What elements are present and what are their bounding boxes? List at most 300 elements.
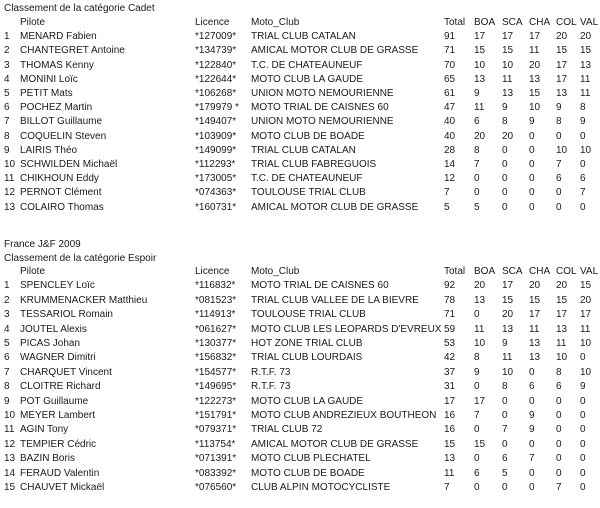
table-row <box>0 482 600 496</box>
cha-points: 6 <box>529 381 535 393</box>
rank: 10 <box>4 410 16 421</box>
licence: *112293* <box>195 159 236 170</box>
moto-club: MOTO TRIAL DE CAISNES 60 <box>251 280 389 292</box>
licence: *076560* <box>195 482 237 493</box>
column-header-moto-club: Moto_Club <box>251 17 300 28</box>
boa-points: 13 <box>474 73 486 85</box>
pilot-name: BILLOT Guillaume <box>20 116 103 128</box>
pilot-name: THOMAS Kenny <box>20 59 94 71</box>
col-points: 11 <box>556 338 567 349</box>
boa-points: 0 <box>474 453 480 465</box>
total: 13 <box>444 453 456 465</box>
total: 71 <box>444 45 456 57</box>
col-points: 10 <box>556 352 568 364</box>
boa-points: 20 <box>474 130 486 142</box>
rank: 11 <box>4 424 15 436</box>
moto-club: AMICAL MOTOR CLUB DE GRASSE <box>251 438 419 450</box>
val-points: 6 <box>580 173 586 185</box>
licence: *149407* <box>195 116 237 128</box>
cha-points: 17 <box>529 309 541 321</box>
cha-points: 0 <box>529 438 535 450</box>
boa-points: 10 <box>474 338 486 349</box>
val-points: 15 <box>580 280 592 292</box>
column-header-col-points: COL <box>556 266 577 277</box>
cha-points: 13 <box>529 352 541 364</box>
column-header-boa-points: BOA <box>474 17 496 28</box>
licence: *173005* <box>195 173 237 185</box>
rank: 8 <box>4 381 10 393</box>
boa-points: 15 <box>474 45 486 57</box>
val-points: 0 <box>580 482 586 493</box>
total: 7 <box>444 187 450 199</box>
col-points: 0 <box>556 438 562 450</box>
total: 65 <box>444 73 456 85</box>
licence: *061627* <box>195 323 237 335</box>
moto-club: AMICAL MOTOR CLUB DE GRASSE <box>251 45 419 57</box>
moto-club: TRIAL CLUB CATALAN <box>251 144 356 156</box>
sca-points: 17 <box>502 31 514 43</box>
sca-points: 8 <box>502 381 508 393</box>
col-points: 20 <box>556 280 568 292</box>
rank: 10 <box>4 159 16 170</box>
cha-points: 0 <box>529 159 535 170</box>
licence: *106268* <box>195 88 237 99</box>
licence: *122840* <box>195 59 237 71</box>
licence: *071391* <box>195 453 237 465</box>
table-row <box>0 187 600 201</box>
total: 11 <box>444 467 455 479</box>
table-row <box>0 88 600 102</box>
total: 16 <box>444 424 456 436</box>
col-points: 17 <box>556 59 568 71</box>
rank: 6 <box>4 352 10 364</box>
cha-points: 7 <box>529 453 535 465</box>
pilot-name: MENARD Fabien <box>20 31 97 43</box>
boa-points: 17 <box>474 31 486 43</box>
pilot-name: SPENCLEY Loïc <box>20 280 95 292</box>
table-row <box>0 102 600 116</box>
total: 40 <box>444 130 456 142</box>
sca-points: 0 <box>502 187 508 199</box>
col-points: 17 <box>556 73 568 85</box>
boa-points: 9 <box>474 88 480 99</box>
cha-points: 13 <box>529 338 541 349</box>
col-points: 0 <box>556 467 562 479</box>
col-points: 6 <box>556 173 562 185</box>
pilot-name: POCHEZ Martin <box>20 102 93 114</box>
col-points: 17 <box>556 309 568 321</box>
column-header-total: Total <box>444 17 466 28</box>
cha-points: 0 <box>529 187 535 199</box>
val-points: 10 <box>580 338 592 349</box>
pilot-name: BAZIN Boris <box>20 453 76 465</box>
rank: 2 <box>4 45 10 57</box>
table-row <box>0 45 600 59</box>
pilot-name: LAIRIS Théo <box>20 144 78 156</box>
boa-points: 0 <box>474 381 480 393</box>
table-row <box>0 74 600 88</box>
total: 5 <box>444 201 450 213</box>
cha-points: 10 <box>529 102 541 114</box>
table-row <box>0 31 600 45</box>
val-points: 15 <box>580 45 592 57</box>
moto-club: MOTO TRIAL DE CAISNES 60 <box>251 102 389 114</box>
col-points: 8 <box>556 366 562 378</box>
val-points: 0 <box>580 130 586 142</box>
val-points: 11 <box>580 73 591 85</box>
sca-points: 17 <box>502 280 514 292</box>
column-header-val-points: VAL <box>580 266 599 277</box>
boa-points: 0 <box>474 187 480 199</box>
cha-points: 0 <box>529 366 535 378</box>
sca-points: 0 <box>502 395 508 407</box>
rank: 12 <box>4 438 16 450</box>
sca-points: 10 <box>502 366 514 378</box>
cha-points: 13 <box>529 73 541 85</box>
val-points: 0 <box>580 467 586 479</box>
val-points: 0 <box>580 424 586 436</box>
rank: 9 <box>4 395 10 407</box>
cha-points: 15 <box>529 294 541 306</box>
total: 47 <box>444 102 456 114</box>
total: 16 <box>444 410 456 421</box>
pilot-name: PICAS Johan <box>20 338 81 349</box>
licence: *113754* <box>195 438 236 450</box>
val-points: 17 <box>580 309 592 321</box>
table-row <box>0 396 600 410</box>
cha-points: 15 <box>529 88 541 99</box>
boa-points: 17 <box>474 395 486 407</box>
column-header-licence: Licence <box>195 17 230 28</box>
val-points: 10 <box>580 144 592 156</box>
cha-points: 9 <box>529 424 535 436</box>
column-header-moto-club: Moto_Club <box>251 266 300 277</box>
val-points: 0 <box>580 159 586 170</box>
boa-points: 9 <box>474 366 480 378</box>
col-points: 10 <box>556 144 568 156</box>
boa-points: 6 <box>474 467 480 479</box>
boa-points: 15 <box>474 438 486 450</box>
rank: 14 <box>4 467 16 479</box>
pilot-name: FERAUD Valentin <box>20 467 100 479</box>
col-points: 7 <box>556 159 562 170</box>
column-header-pilot-name: Pilote <box>20 266 46 277</box>
rank: 6 <box>4 102 10 114</box>
rank: 13 <box>4 453 16 465</box>
column-header-cha-points: CHA <box>529 266 551 277</box>
licence: *079371* <box>195 424 237 436</box>
total: 53 <box>444 338 456 349</box>
sca-points: 9 <box>502 338 508 349</box>
column-header-total: Total <box>444 266 466 277</box>
total: 12 <box>444 173 456 185</box>
col-points: 0 <box>556 130 562 142</box>
rank: 4 <box>4 73 10 85</box>
col-points: 0 <box>556 395 562 407</box>
boa-points: 10 <box>474 59 486 71</box>
rank: 5 <box>4 88 10 99</box>
pilot-name: CHAUVET Mickaël <box>20 482 105 493</box>
val-points: 7 <box>580 187 586 199</box>
table-row <box>0 381 600 395</box>
boa-points: 11 <box>474 323 485 335</box>
licence: *134739* <box>195 45 237 57</box>
table-row <box>0 295 600 309</box>
cha-points: 0 <box>529 130 535 142</box>
boa-points: 8 <box>474 144 480 156</box>
moto-club: TRIAL CLUB VALLEE DE LA BIEVRE <box>251 294 419 306</box>
rank: 9 <box>4 144 10 156</box>
pilot-name: PETIT Mats <box>20 88 73 99</box>
col-points: 15 <box>556 45 568 57</box>
table-row <box>0 410 600 424</box>
pilot-name: CHANTEGRET Antoine <box>20 45 125 57</box>
table-row <box>0 352 600 366</box>
total: 59 <box>444 323 456 335</box>
col-points: 13 <box>556 323 568 335</box>
moto-club: R.T.F. 73 <box>251 381 291 393</box>
col-points: 0 <box>556 410 562 421</box>
licence: *074363* <box>195 187 237 199</box>
rank: 1 <box>4 31 10 43</box>
pilot-name: KRUMMENACKER Matthieu <box>20 294 148 306</box>
sca-points: 5 <box>502 467 508 479</box>
col-points: 0 <box>556 424 562 436</box>
val-points: 0 <box>580 410 586 421</box>
moto-club: MOTO CLUB LA GAUDE <box>251 395 364 407</box>
cha-points: 11 <box>529 45 540 57</box>
sca-points: 10 <box>502 59 514 71</box>
total: 78 <box>444 294 456 306</box>
pilot-name: MEYER Lambert <box>20 410 96 421</box>
rank: 13 <box>4 201 16 213</box>
pilot-name: COLAIRO Thomas <box>20 201 104 213</box>
table-header-row <box>0 17 600 31</box>
val-points: 13 <box>580 59 592 71</box>
total: 14 <box>444 159 456 170</box>
rank: 8 <box>4 130 10 142</box>
licence: *160731* <box>195 201 237 213</box>
sca-points: 11 <box>502 352 513 364</box>
col-points: 0 <box>556 187 562 199</box>
total: 70 <box>444 59 456 71</box>
table-row <box>0 367 600 381</box>
moto-club: T.C. DE CHATEAUNEUF <box>251 59 363 71</box>
licence: *083392* <box>195 467 237 479</box>
rank: 12 <box>4 187 16 199</box>
boa-points: 5 <box>474 201 480 213</box>
val-points: 20 <box>580 294 592 306</box>
sca-points: 0 <box>502 438 508 450</box>
sca-points: 15 <box>502 294 514 306</box>
sca-points: 7 <box>502 424 508 436</box>
rank: 3 <box>4 59 10 71</box>
cha-points: 0 <box>529 482 535 493</box>
rank: 7 <box>4 116 10 128</box>
licence: *127009* <box>195 31 237 43</box>
pilot-name: TEMPIER Cédric <box>20 438 97 450</box>
total: 61 <box>444 88 456 99</box>
total: 17 <box>444 395 456 407</box>
moto-club: T.C. DE CHATEAUNEUF <box>251 173 363 185</box>
table-row <box>0 131 600 145</box>
pilot-name: AGIN Tony <box>20 424 69 436</box>
sca-points: 0 <box>502 410 508 421</box>
val-points: 11 <box>580 88 591 99</box>
table-row <box>0 468 600 482</box>
pilot-name: CHARQUET Vincent <box>20 366 112 378</box>
rank: 15 <box>4 482 16 493</box>
moto-club: TRIAL CLUB 72 <box>251 424 323 436</box>
rank: 2 <box>4 294 10 306</box>
pilot-name: TESSARIOL Romain <box>20 309 113 321</box>
rank: 4 <box>4 323 10 335</box>
licence: *149099* <box>195 144 237 156</box>
licence: *081523* <box>195 294 237 306</box>
licence: *122644* <box>195 73 237 85</box>
pilot-name: CLOITRE Richard <box>20 381 101 393</box>
total: 92 <box>444 280 456 292</box>
column-header-boa-points: BOA <box>474 266 496 277</box>
rank: 7 <box>4 366 10 378</box>
table-row <box>0 338 600 352</box>
val-points: 9 <box>580 116 586 128</box>
cha-points: 9 <box>529 116 535 128</box>
column-header-sca-points: SCA <box>502 17 523 28</box>
column-header-col-points: COL <box>556 17 577 28</box>
licence: *116832* <box>195 280 236 292</box>
table-row <box>0 424 600 438</box>
boa-points: 0 <box>474 309 480 321</box>
licence: *122273* <box>195 395 237 407</box>
column-header-val-points: VAL <box>580 17 599 28</box>
licence: *114913* <box>195 309 236 321</box>
rank: 1 <box>4 280 10 292</box>
sca-points: 9 <box>502 102 508 114</box>
licence: *151791* <box>195 410 237 421</box>
boa-points: 7 <box>474 159 480 170</box>
pilot-name: JOUTEL Alexis <box>20 323 87 335</box>
val-points: 8 <box>580 102 586 114</box>
sca-points: 20 <box>502 309 514 321</box>
table-row <box>0 145 600 159</box>
cha-points: 20 <box>529 280 541 292</box>
sca-points: 0 <box>502 201 508 213</box>
boa-points: 8 <box>474 352 480 364</box>
table-row <box>0 324 600 338</box>
total: 15 <box>444 438 456 450</box>
pilot-name: SCHWILDEN Michaël <box>20 159 118 170</box>
sca-points: 6 <box>502 453 508 465</box>
val-points: 9 <box>580 381 586 393</box>
table-row <box>0 159 600 173</box>
table-row <box>0 309 600 323</box>
cha-points: 0 <box>529 395 535 407</box>
pilot-name: WAGNER Dimitri <box>20 352 96 364</box>
total: 91 <box>444 31 456 43</box>
pilot-name: CHIKHOUN Eddy <box>20 173 99 185</box>
val-points: 0 <box>580 438 586 450</box>
pilot-name: PERNOT Clément <box>20 187 102 199</box>
column-header-licence: Licence <box>195 266 230 277</box>
moto-club: AMICAL MOTOR CLUB DE GRASSE <box>251 201 419 213</box>
licence: *149695* <box>195 381 237 393</box>
col-points: 0 <box>556 201 562 213</box>
pilot-name: COQUELIN Steven <box>20 130 107 142</box>
licence: *130377* <box>195 338 237 349</box>
rank: 3 <box>4 309 10 321</box>
column-header-sca-points: SCA <box>502 266 523 277</box>
moto-club: TRIAL CLUB LOURDAIS <box>251 352 363 364</box>
boa-points: 13 <box>474 294 486 306</box>
val-points: 11 <box>580 323 591 335</box>
val-points: 20 <box>580 31 592 43</box>
moto-club: TOULOUSE TRIAL CLUB <box>251 187 366 199</box>
sca-points: 0 <box>502 144 508 156</box>
licence: *179979 * <box>195 102 239 114</box>
moto-club: TOULOUSE TRIAL CLUB <box>251 309 366 321</box>
col-points: 0 <box>556 453 562 465</box>
moto-club: TRIAL CLUB CATALAN <box>251 31 356 43</box>
boa-points: 7 <box>474 410 480 421</box>
rank: 5 <box>4 338 10 349</box>
moto-club: MOTO CLUB LES LEOPARDS D'EVREUX <box>251 323 442 335</box>
table-row <box>0 453 600 467</box>
val-points: 0 <box>580 453 586 465</box>
total: 31 <box>444 381 456 393</box>
moto-club: MOTO CLUB ANDREZIEUX BOUTHEON <box>251 410 437 421</box>
licence: *154577* <box>195 366 237 378</box>
boa-points: 0 <box>474 424 480 436</box>
moto-club: TRIAL CLUB FABREGUOIS <box>251 159 377 170</box>
col-points: 6 <box>556 381 562 393</box>
cadet-section-title: Classement de la catégorie Cadet <box>4 3 155 14</box>
moto-club: MOTO CLUB PLECHATEL <box>251 453 371 465</box>
cha-points: 0 <box>529 201 535 213</box>
column-header-pilot-name: Pilote <box>20 17 46 28</box>
pilot-name: MONINI Loïc <box>20 73 78 85</box>
sca-points: 20 <box>502 130 514 142</box>
rank: 11 <box>4 173 15 185</box>
cha-points: 20 <box>529 59 541 71</box>
column-header-cha-points: CHA <box>529 17 551 28</box>
moto-club: UNION MOTO NEMOURIENNE <box>251 88 394 99</box>
boa-points: 6 <box>474 116 480 128</box>
col-points: 9 <box>556 102 562 114</box>
moto-club: MOTO CLUB DE BOADE <box>251 130 365 142</box>
licence: *156832* <box>195 352 237 364</box>
table-row <box>0 280 600 294</box>
total: 7 <box>444 482 450 493</box>
cha-points: 11 <box>529 323 540 335</box>
table-row <box>0 116 600 130</box>
cha-points: 0 <box>529 144 535 156</box>
licence: *103909* <box>195 130 237 142</box>
moto-club: MOTO CLUB DE BOADE <box>251 467 365 479</box>
boa-points: 20 <box>474 280 486 292</box>
moto-club: CLUB ALPIN MOTOCYCLISTE <box>251 482 391 493</box>
val-points: 0 <box>580 352 586 364</box>
moto-club: MOTO CLUB LA GAUDE <box>251 73 364 85</box>
table-row <box>0 60 600 74</box>
table-row <box>0 173 600 187</box>
cha-points: 0 <box>529 173 535 185</box>
table-header-row <box>0 266 600 280</box>
val-points: 10 <box>580 366 592 378</box>
cha-points: 17 <box>529 31 541 43</box>
total: 42 <box>444 352 456 364</box>
sca-points: 13 <box>502 88 514 99</box>
